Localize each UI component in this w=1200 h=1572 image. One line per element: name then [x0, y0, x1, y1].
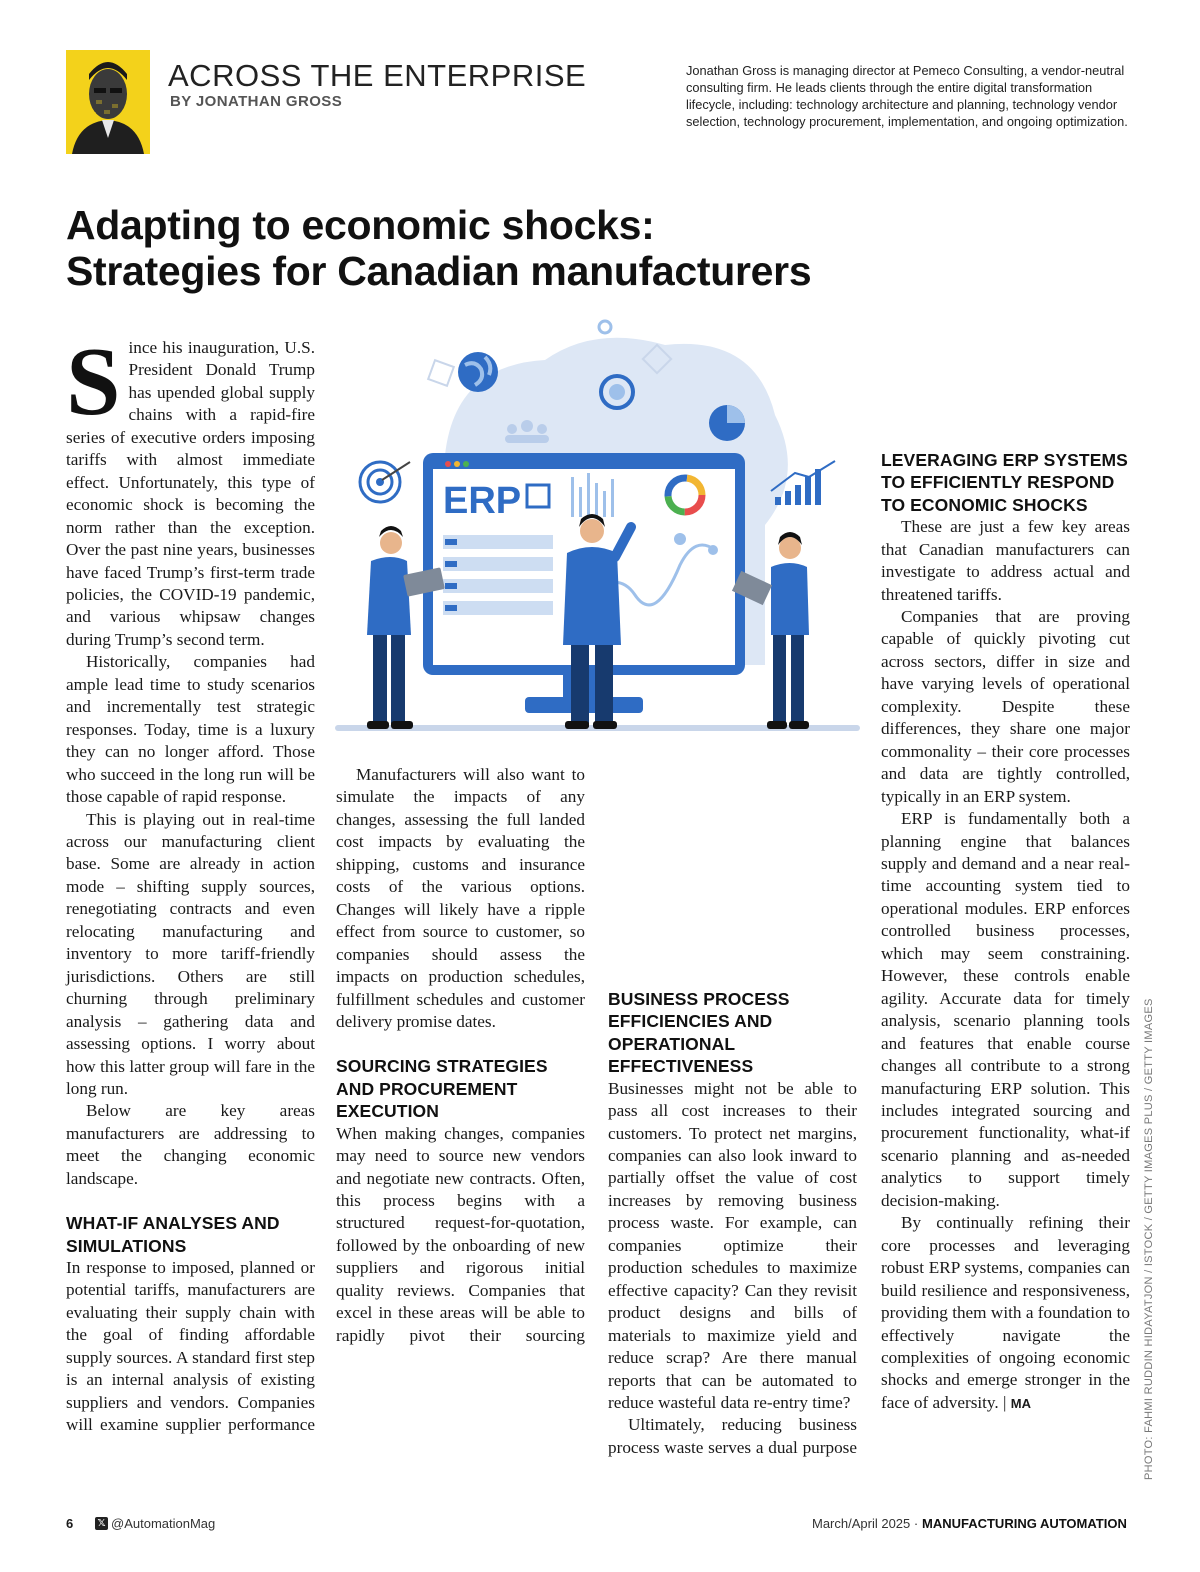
paragraph-4: Below are key areas manufacturers are addressing to meet the changing economic landscape. — [66, 1101, 315, 1188]
author-bio: Jonathan Gross is managing director at Pemeco Consulting, a vendor-neutral consulting firm. He leads clients through the entire digital transformation lifecycle, including: technology architecture and planning, technology vendor selection, technology procurement, implementation, and ongoing optimization. — [686, 63, 1128, 129]
author-photo — [66, 50, 150, 154]
headline-line-1: Adapting to economic shocks: — [66, 202, 655, 248]
headline — [66, 202, 966, 294]
page-number: 6 — [66, 1516, 74, 1531]
photo-credit: PHOTO: FAHMI RUDDIN HIDAYATJON / ISTOCK / GETTY IMAGES PLUS / GETTY IMAGES — [1143, 998, 1155, 1480]
closing-paragraph — [881, 1212, 1130, 1415]
article-column-4 — [881, 337, 1130, 1415]
paragraph-12: ERP is fundamentally both a planning engine that balances supply and demand and a near real-time accounting system tied to operational modules. ERP enforces controlled business processes, which may seem constraining. However, these controls enable agility. Accurate data for timely analysis, scenario planning tools and features that enable course changes all contribute to a strong manufacturing ERP solution. This includes integrated sourcing and procurement functionality, what-if scenario planning and as-needed analytics to support timely decision-making. — [881, 809, 1130, 1210]
paragraph-3: This is playing out in real-time across our manufacturing client base. Some are already in action mode – shifting supply sources, renegotiating contracts and even relocating manufacturing and inventory to more tariff-friendly jurisdictions. Others are still churning through preliminary analysis – gathering data and assessing options. I worry about how this latter group will fare in the long run. — [66, 809, 315, 1098]
issue-date: March/April 2025 · — [812, 1516, 919, 1531]
drop-cap: S — [66, 328, 121, 436]
end-mark: MA — [1010, 1395, 1031, 1411]
opening-paragraph — [66, 328, 315, 651]
article-column-1 — [66, 328, 315, 1437]
target-icon — [360, 462, 410, 502]
subhead-sourcing: SOURCING STRATEGIES AND PROCUREMENT EXECUTION — [336, 1056, 548, 1122]
byline: BY JONATHAN GROSS — [170, 93, 343, 110]
paragraph-7: When making changes, companies may need to source new vendors and negotiate new contracts. Often, this process begins with a structured request-for-quotation, followed by the onboarding of new suppliers and rigorous initial quality reviews. Companies that excel in these areas will be able to rapidly pivot their sourcing — [336, 1123, 585, 1345]
paragraph-8: Businesses might not be able to pass all cost increases to their customers. To protect net margins, companies can also look inward to partially offset the value of cost increases by removing business process waste. For example, can companies optimize their production schedules to maximize effective capacity? Can they revisit product designs and bills of materials to maximize yield and reduce scrap? Are there manual reports that can be automated to reduce wasteful data re-entry time? — [608, 1078, 857, 1412]
paragraph-10: These are just a few key areas that Canadian manufacturers can investigate to address actual and threatened tariffs. — [881, 517, 1130, 604]
paragraph-1: ince his inauguration, U.S. President Donald Trump has upended global supply chains with a rapid-fire series of executive orders imposing tariffs with almost immediate effect. Unfortunately, this type of economic shock is becoming the norm rather than the exception. Over the past nine years, businesses have faced Trump’s first-term trade policies, the COVID-19 pandemic, and various whipsaw changes during Trump’s second term. — [66, 338, 315, 649]
subhead-leveraging-erp: LEVERAGING ERP SYSTEMS TO EFFICIENTLY RESPOND TO ECONOMIC SHOCKS — [881, 450, 1128, 515]
magazine-name: MANUFACTURING AUTOMATION — [922, 1516, 1127, 1531]
column-name: ACROSS THE ENTERPRISE — [168, 58, 587, 93]
paragraph-11: Companies that are proving capable of quickly pivoting cut across sectors, differ in size and have varying levels of operational complexity. Despite these differences, they share one major commonality – their core processes and data are tightly controlled, typically in an ERP system. — [881, 607, 1130, 806]
paragraph-6: Manufacturers will also want to simulate the impacts of any changes, assessing the full landed cost impacts by evaluating the shipping, customs and insurance costs of the various options. Changes will likely have a ripple effect from source to customer, so companies should assess the impacts on production schedules, fulfillment schedules and customer delivery promise dates. — [336, 765, 585, 1031]
article-column-2 — [336, 764, 585, 1347]
subhead-what-if: WHAT-IF ANALYSES AND SIMULATIONS — [66, 1213, 280, 1256]
paragraph-13: By continually refining their core processes and leveraging robust ERP systems, companies can build resilience and responsiveness, providing them with a foundation to effectively navigate the complexities of ongoing economic shocks and emerge stronger in the face of adversity. | — [881, 1213, 1130, 1412]
paragraph-9: Ultimately, reducing business process waste serves a dual purpose — [608, 1415, 857, 1457]
globe-icon — [458, 352, 498, 392]
article-column-3 — [608, 764, 857, 1459]
erp-illustration — [335, 305, 860, 745]
screen-erp-label: ERP — [443, 480, 522, 522]
social-handle-link[interactable] — [95, 1516, 215, 1531]
x-logo-icon: 𝕏 — [95, 1517, 108, 1530]
headline-line-2: Strategies for Canadian manufacturers — [66, 248, 812, 294]
paragraph-2: Historically, companies had ample lead time to study scenarios and incrementally test strategic responses. Today, time is a luxury they can no longer afford. Those who succeed in the long run will be those capable of rapid response. — [66, 652, 315, 807]
social-handle: @AutomationMag — [111, 1516, 216, 1531]
pie-chart-icon — [709, 405, 745, 441]
subhead-business-process: BUSINESS PROCESS EFFICIENCIES AND OPERATIONAL EFFECTIVENESS — [608, 989, 790, 1077]
paragraph-5: In response to imposed, planned or potential tariffs, manufacturers are evaluating their supply chain with the goal of finding affordable supply sources. A standard first step is an internal analysis of existing suppliers and vendors. Companies will examine supplier performance — [66, 1258, 315, 1435]
